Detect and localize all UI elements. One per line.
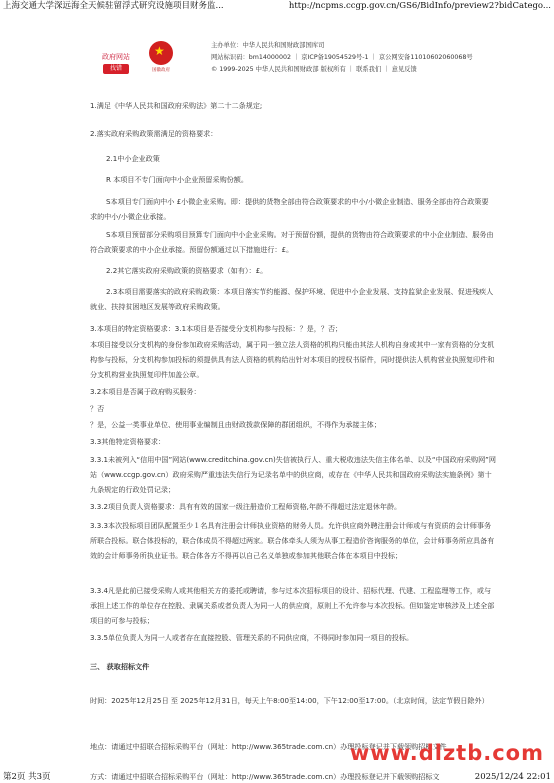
- option-r: R 本项目不专门面向中小企业预留采购份额。: [106, 175, 248, 184]
- req-1: 1.满足《中华人民共和国政府采购法》第二十二条规定;: [90, 101, 263, 110]
- time-line: 时间：2025年12月25日 至 2025年12月31日，每天上午8:00至14:00，下午12:00至17:00。（北京时间，法定节假日除外）: [90, 696, 489, 705]
- opt-no: ？否: [90, 404, 105, 413]
- print-header: [0, 0, 554, 12]
- emblem-caption: 国徽政府: [152, 68, 170, 73]
- req-3-3-3: 3.3.3本次投标项目团队配置至少１名具有注册会计师执业资格的财务人员。允许供应商外聘注册会计师或与有资质的会计师事务所联合投标。联合体投标的，联合体成员不得超过两家。联合体牵头人须为从事工程造价咨询服务的单位，会计师事务所应具备有效的会计师事务所执业证书。联合体各方不得再以自己名义单独或参加其他联合体在本项目中投标；: [90, 521, 495, 560]
- host-unit: 主办单位：中华人民共和国财政部国库司: [211, 42, 325, 49]
- opt-yes: ？是，公益一类事业单位、使用事业编制且由财政拨款保障的群团组织，不得作为承接主体；: [90, 420, 381, 429]
- logo-text: 政府网站: [102, 53, 130, 61]
- branch-note: 本项目接受以分支机构的身份参加政府采购活动，属于同一独立法人资格的机构只能由其法人机构自身或其中一家有资格的分支机构参与投标，分支机构参加投标的须提供具有法人资格的机构给出针对本项目的授权书原件，同时提供法人机构营业执照复印件和分支机构营业执照复印件加盖公章。: [90, 340, 495, 379]
- req-2-2: 2.2其它落实政府采购政策的资格要求（如有）：£。: [106, 266, 268, 275]
- req-3-3-2: 3.3.2项目负责人资格要求：具有有效的国家一级注册造价工程师资格,年龄不得超过法定退休年龄。: [90, 502, 402, 511]
- req-3-3-1: 3.3.1未被列入“信用中国”网站(www.creditchina.gov.cn)失信被执行人、重大税收违法失信主体名单、以及“中国政府采购网”网站（www.ccgp.gov.cn）政府采购严重违法失信行为记录名单中的供应商，或存在《中华人民共和国政府采购法实施条例》第十九条规定的行政处罚记录；: [90, 455, 496, 494]
- place-line: 地点：请通过中招联合招标采购平台（网址：http://www.365trade.com.cn）办理投标登记并下载领购招标文件: [90, 742, 447, 751]
- method-line: 方式：请通过中招联合招标采购平台（网址：http://www.365trade.com.cn）办理投标登记并下载领购招标文: [90, 772, 440, 781]
- print-footer: [0, 771, 554, 783]
- req-3-2: 3.2本项目是否属于政府购买服务：: [90, 387, 201, 396]
- req-3-1: 3.本项目的特定资格要求：3.1本项目是否接受分支机构参与投标：？是，？否；: [90, 324, 343, 333]
- site-info: [211, 40, 473, 76]
- sme-policy: 2.1中小企业政策: [106, 154, 160, 163]
- req-2-3: 2.3本项目需要落实的政府采购政策：本项目落实节约能源、保护环境、促进中小企业发展、支持监狱企业发展、促进残疾人就业、扶持贫困地区发展等政府采购政策。: [90, 287, 494, 311]
- req-2: 2.落实政府采购政策需满足的资格要求：: [90, 129, 218, 138]
- option-s1: S本项目专门面向中小 £小微企业采购。即：提供的货物全部由符合政策要求的中小/小微企业制造、服务全部由符合政策要求的中小/小微企业承接。: [90, 197, 489, 221]
- req-3-3-5: 3.3.5单位负责人为同一人或者存在直接控股、管理关系的不同供应商，不得同时参加同一项目的投标。: [90, 633, 414, 642]
- copyright: © 1999-2025 中华人民共和国财政部 版权所有 ｜ 联系我们 ｜ 意见反馈: [211, 66, 417, 73]
- site-footer-banner: [96, 40, 526, 82]
- req-3-3-4: 3.3.4凡是此前已接受采购人或其他相关方的委托或聘请，参与过本次招标项目的设计、招标代理、代建、工程监理等工作，或与承担上述工作的单位存在控股、隶属关系或者负责人为同一人的供应商，原则上不允许参与本次投标。但如鉴定审核涉及上述全部项目的可参与投标；: [90, 586, 495, 625]
- option-s2: S本项目预留部分采购项目预算专门面向中小企业采购。对于预留份额，提供的货物由符合政策要求的中小企业制造、服务由符合政策要求的中小企业承接。预留份额通过以下措施进行：£。: [90, 230, 494, 254]
- national-emblem-icon: ★: [149, 41, 173, 65]
- req-3-3: 3.3其他特定资格要求：: [90, 437, 166, 446]
- header-url: http://ncpms.ccgp.gov.cn/GS6/BidInfo/preview2?bidCatego...: [288, 1, 551, 11]
- section-3-title: 三、 获取招标文件: [90, 662, 150, 671]
- site-watermark: www.dlztb.com: [349, 741, 544, 765]
- find-error-button[interactable]: 找错: [103, 64, 129, 74]
- page-number: 第2页 共3页: [3, 772, 51, 782]
- site-id: 网站标识码：bm14000002 ｜ 京ICP备19054529号-1 ｜ 京公网安备11010602060068号: [211, 54, 473, 61]
- header-title: 上海交通大学深远海全天候驻留浮式研究设施项目财务监...: [3, 1, 224, 11]
- gov-site-logo[interactable]: [96, 40, 136, 78]
- print-timestamp: 2025/12/24 22:01: [474, 772, 551, 782]
